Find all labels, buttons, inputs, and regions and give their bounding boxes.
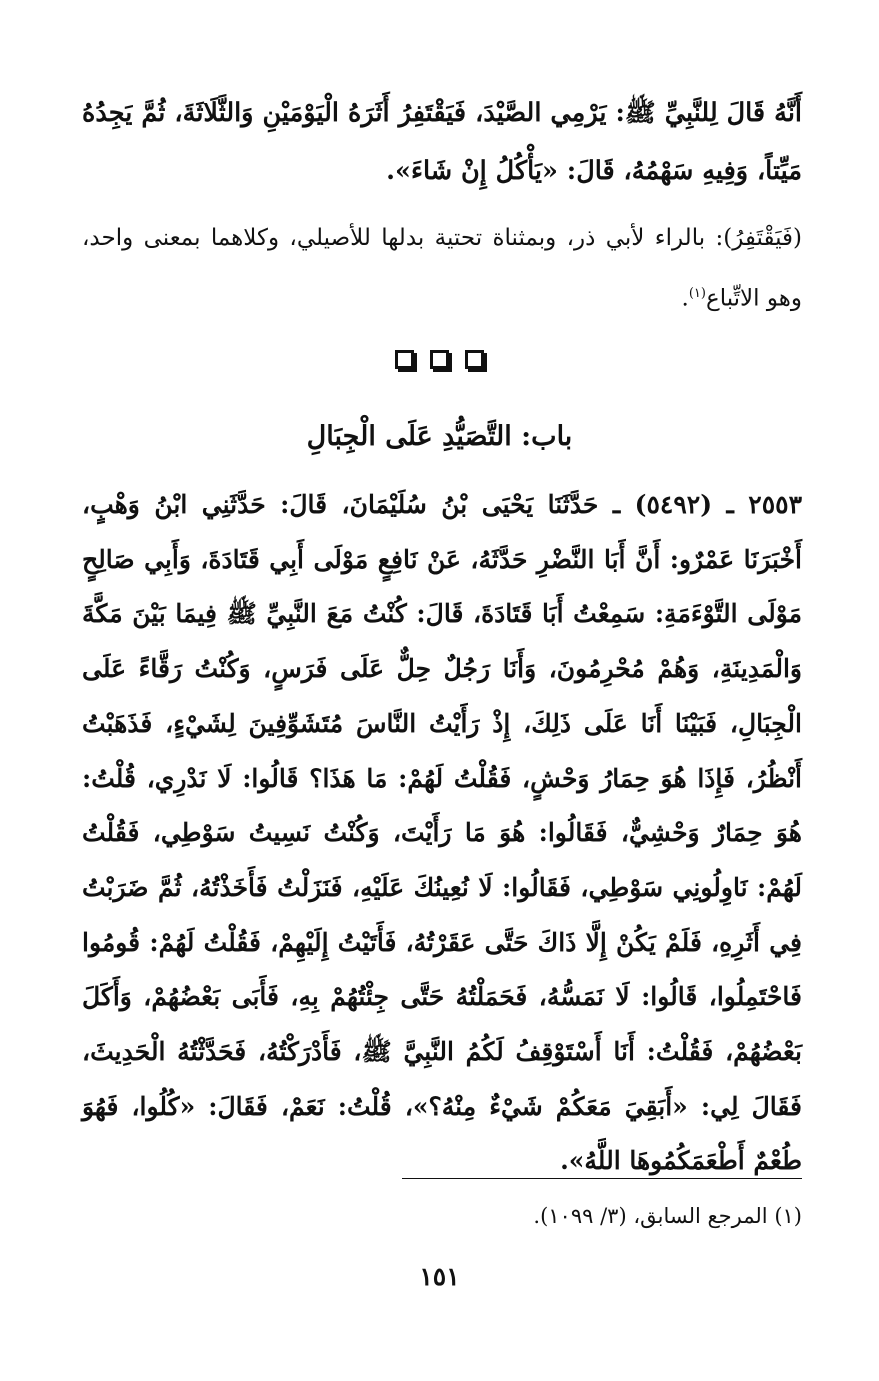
footnote-reference[interactable]: (١) (688, 286, 706, 301)
hadith-main (82, 478, 802, 1189)
chapter-title: : التَّصَيُّدِ عَلَى الْجِبَالِ (306, 421, 532, 452)
footnote-separator (402, 1178, 802, 1179)
page-number: ١٥١ (419, 1262, 460, 1291)
chapter-heading (0, 412, 879, 462)
hadith-continuation (82, 84, 802, 200)
hadith-text: حَدَّثَنَا يَحْيَى بْنُ سُلَيْمَانَ، قَالَ: حَدَّثَنِي ابْنُ وَهْبٍ، أَخْبَرَنَا عَمْرٌو: أَنَّ أَبَا النَّضْرِ حَدَّثَهُ، عَنْ نَافِعٍ مَوْلَى أَبِي قَتَادَةَ، وَأَبِي صَالِحٍ مَوْلَى التَّوْءَمَةِ: سَمِعْتُ أَبَا قَتَادَةَ، قَالَ: كُنْتُ مَعَ النَّبِيِّ ﷺ فِيمَا بَيْنَ مَكَّةَ وَالْمَدِينَةِ، وَهُمْ مُحْرِمُونَ، وَأَنَا رَجُلٌ حِلٌّ عَلَى فَرَسٍ، وَكُنْتُ رَقَّاءً عَلَى الْجِبَالِ، فَبَيْنَا أَنَا عَلَى ذَلِكَ، إِذْ رَأَيْتُ النَّاسَ مُتَشَوِّفِينَ لِشَيْءٍ، فَذَهَبْتُ أَنْظُرُ، فَإِذَا هُوَ حِمَارُ وَحْشٍ، فَقُلْتُ لَهُمْ: مَا هَذَا؟ قَالُوا: لَا نَدْرِي، قُلْتُ: هُوَ حِمَارٌ وَحْشِيٌّ، فَقَالُوا: هُوَ مَا رَأَيْتَ، وَكُنْتُ نَسِيتُ سَوْطِي، فَقُلْتُ لَهُمْ: نَاوِلُونِي سَوْطِي، فَقَالُوا: لَا نُعِينُكَ عَلَيْهِ، فَنَزَلْتُ فَأَخَذْتُهُ، ثُمَّ ضَرَبْتُ فِي أَثَرِهِ، فَلَمْ يَكُنْ إِلَّا ذَاكَ حَتَّى عَقَرْتُهُ، فَأَتَيْتُ إِلَيْهِمْ، فَقُلْتُ لَهُمْ: قُومُوا فَاحْتَمِلُوا، قَالُوا: لَا نَمَسُّهُ، فَحَمَلْتُهُ حَتَّى جِئْتُهُمْ بِهِ، فَأَبَى بَعْضُهُمْ، وَأَكَلَ بَعْضُهُمْ، فَقُلْتُ: أَنَا أَسْتَوْقِفُ لَكُمُ النَّبِيَّ ﷺ، فَأَدْرَكْتُهُ، فَحَدَّثْتُهُ الْحَدِيثَ، فَقَالَ لِي: «أَبَقِيَ مَعَكُمْ شَيْءٌ مِنْهُ؟»، قُلْتُ: نَعَمْ، فَقَالَ: «كُلُوا، فَهُوَ طُعْمٌ أَطْعَمَكُمُوهَا اللَّهُ». (82, 490, 802, 1176)
hadith-number: ٢٥٥٣ ـ (٥٤٩٢) ـ (612, 490, 802, 519)
commentary-end: . (681, 285, 689, 312)
chapter-prefix: باب (531, 421, 573, 452)
divider-square-icon (395, 350, 414, 369)
commentary-text: (فَيَقْتَفِرُ): بالراء لأبي ذر، وبمثناة تحتية بدلها للأصيلي، وكلاهما بمعنى واحد، وهو الاتِّباع (82, 225, 802, 312)
commentary-paragraph (82, 210, 802, 327)
hadith-continuation-text: أَنَّهُ قَالَ لِلنَّبِيِّ ﷺ: يَرْمِي الصَّيْدَ، فَيَقْتَفِرُ أَثَرَهُ الْيَوْمَيْنِ وَالثَّلَاثَةَ، ثُمَّ يَجِدُهُ مَيِّتاً، وَفِيهِ سَهْمُهُ، قَالَ: «يَأْكُلُ إِنْ شَاءَ». (82, 98, 802, 186)
footnote (82, 1196, 802, 1236)
footnote-marker: (١) (774, 1204, 802, 1228)
footnote-text: المرجع السابق، (٣/ ١٠٩٩). (533, 1204, 768, 1228)
divider-square-icon (430, 350, 449, 369)
section-divider (0, 350, 879, 369)
divider-square-icon (465, 350, 484, 369)
